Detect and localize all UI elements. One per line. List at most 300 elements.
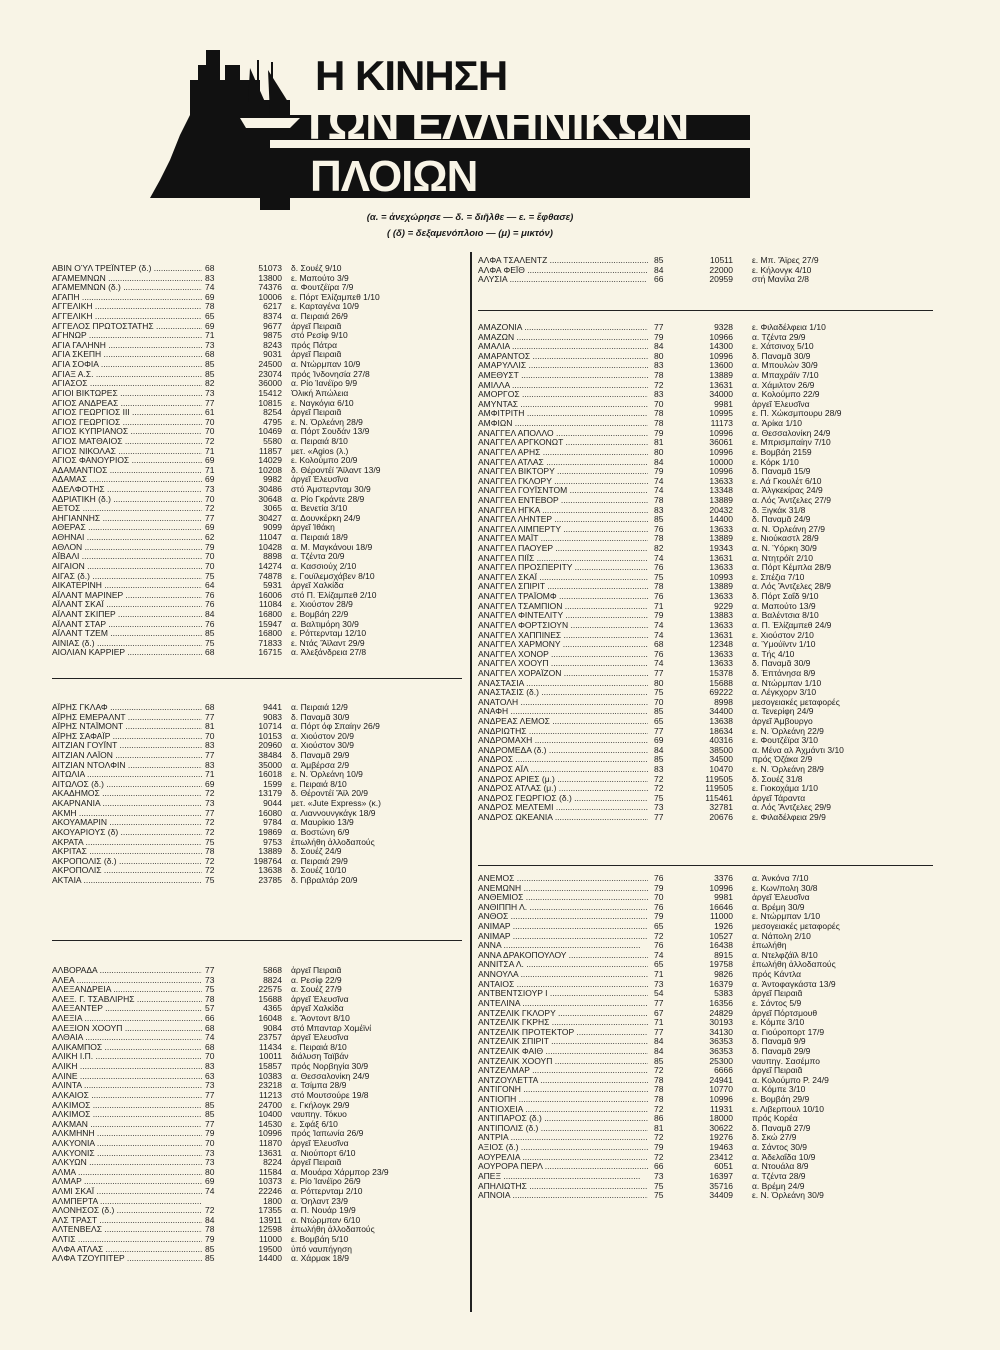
- ship-name: ΑΛΘΑΙΑ .....: [52, 1033, 202, 1043]
- movement-note: διάλυση Ταϊβάν: [291, 1052, 349, 1062]
- ship-name: ΑΝΔΡΕΑΣ ΛΕΜΟΣ .....: [478, 717, 648, 727]
- section-divider: [478, 310, 933, 311]
- ship-name: ΑΜΑΖΩΝ .....: [478, 333, 648, 343]
- tonnage: 9031: [263, 349, 282, 360]
- movement-note: στό Ρεσίφ 9/10: [291, 331, 348, 341]
- ship-name: ΑΓΙΟΣ ΝΙΚΟΛΑΣ .....: [52, 447, 202, 457]
- movement-note: α. Πειραιά 26/9: [291, 312, 348, 322]
- build-year: 77: [654, 1026, 664, 1037]
- tonnage: 10000: [709, 456, 733, 467]
- movement-note: ἀργεῖ Χαλκίδα: [291, 1004, 344, 1014]
- movement-note: ε. Γιοκοχάμα 1/10: [752, 784, 818, 794]
- ship-name: ΑΛΕΑ .....: [52, 976, 202, 986]
- ship-name: ΑΙΝΙΑΣ (δ.) .....: [52, 639, 202, 649]
- movement-note: πρός Νορβηγία 30/9: [291, 1062, 369, 1072]
- ship-name: ΑΛΦΑ ΤΣΑΛΕΝΤΖ .....: [478, 256, 648, 266]
- ship-name: ΑΝΔΡΟΣ ΑΡΙΕΣ (μ.) .....: [478, 775, 648, 785]
- tonnage: 8374: [263, 311, 282, 322]
- build-year: 75: [654, 687, 664, 698]
- movement-note: ε. Κόμπε 3/10: [752, 1018, 805, 1028]
- tonnage: 13600: [709, 360, 733, 371]
- build-year: 84: [654, 1045, 664, 1056]
- movement-note: δ. Θέροντέϊ Ἄϊλαντ 13/9: [291, 465, 381, 475]
- movement-note: ε. Φουτζέϊρα 3/10: [752, 736, 818, 746]
- tonnage: 11213: [258, 1089, 282, 1100]
- tonnage: 36353: [709, 1036, 733, 1047]
- build-year: 79: [654, 331, 664, 342]
- movement-note: ὑπό ναυπήγηση: [291, 1244, 352, 1254]
- ship-name: ΑΛΕΞΙΟΝ ΧΟΟΥΠ .....: [52, 1024, 202, 1034]
- ship-name: ΑΛΕΞΑΝΤΕΡ .....: [52, 1004, 202, 1014]
- ship-name: ΑΪΒΑΛΙ .....: [52, 552, 202, 562]
- legend-line-1: (α. = ἀνεχώρησε — δ. = διῆλθε — ε. = ἔφθασε): [366, 212, 574, 223]
- build-year: 72: [654, 1103, 664, 1114]
- ship-name: ΑΠΗΛΙΩΤΗΣ .....: [478, 1182, 648, 1192]
- ship-name: ΑΝΑΓΓΕΛ ΧΑΠΠΙΝΕΣ .....: [478, 631, 648, 641]
- ship-name: ΑΛΚΥΟΝΙΣ .....: [52, 1149, 202, 1159]
- movement-note: μεσογειακές μεταφορές: [752, 697, 840, 707]
- title-line-1: Η ΚΙΝΗΣΗ: [315, 52, 508, 99]
- tonnage: 16048: [258, 1013, 282, 1024]
- ship-name: ΑΚΑΔΗΜΟΣ .....: [52, 789, 202, 799]
- ship-list-left-1: [52, 264, 496, 658]
- ship-name: ΑΓΙΟΣ ΦΑΝΟΥΡΙΟΣ .....: [52, 456, 202, 466]
- ship-name: ΑΪΡΗΣ ΓΚΛΑΦ .....: [52, 703, 202, 713]
- tonnage: 13633: [709, 648, 733, 659]
- tonnage: 13889: [258, 846, 282, 857]
- movement-note: α. Ντητρόϊτ 2/10: [752, 553, 813, 563]
- ship-name: ΑΝΘΟΣ .....: [478, 912, 648, 922]
- movement-note: ε. Ντάς Ἄϊλαντ 29/9: [291, 638, 365, 648]
- tonnage: 11084: [258, 599, 282, 610]
- tonnage: 16397: [709, 1170, 733, 1181]
- build-year: 75: [654, 571, 664, 582]
- build-year: 73: [654, 802, 664, 813]
- ship-name: ΑΝΤΖΕΛΙΚ ΣΠΙΡΙΤ .....: [478, 1037, 648, 1047]
- tonnage: 23074: [258, 368, 282, 379]
- tonnage: 18634: [709, 725, 733, 736]
- tonnage: 15857: [258, 1061, 282, 1072]
- tonnage: 22000: [709, 264, 733, 275]
- ship-name: ΑΝΑΓΓΕΛ ΧΟΡΑΪΖΟΝ .....: [478, 669, 648, 679]
- tonnage: 74878: [258, 570, 282, 581]
- tonnage: 13633: [709, 523, 733, 534]
- movement-note: δ. Πόρτ Σαΐδ 9/10: [752, 592, 819, 602]
- tonnage: 6666: [714, 1065, 733, 1076]
- build-year: 76: [654, 562, 664, 573]
- movement-note: ε. Λά Γκουλέτ 6/10: [752, 476, 822, 486]
- tonnage: 13889: [709, 533, 733, 544]
- build-year: 61: [205, 407, 215, 418]
- ship-name: ΑΝΝΑ ΔΡΑΚΟΠΟΥΛΟΥ .....: [478, 951, 648, 961]
- tonnage: 10400: [258, 1109, 282, 1120]
- movement-note: ἐπωλήθη ἀλλοδαπούς: [291, 1225, 375, 1235]
- build-year: 72: [205, 826, 215, 837]
- ship-name: ΑΝΑΦΗ .....: [478, 707, 648, 717]
- movement-note: ναυπηγ. Τόκυο: [291, 1110, 347, 1120]
- tonnage: 10714: [258, 721, 282, 732]
- ship-name: ΑΝΤΙΟΠΗ .....: [478, 1095, 648, 1105]
- tonnage: 15378: [709, 667, 733, 678]
- movement-note: α. Βαλέντσια 8/10: [752, 611, 819, 621]
- build-year: 67: [654, 1007, 664, 1018]
- build-year: 85: [654, 514, 664, 525]
- movement-note: ε. Ρίο Ἰανέϊρο 26/9: [291, 1177, 361, 1187]
- build-year: 72: [654, 379, 664, 390]
- tonnage: 15947: [258, 618, 282, 629]
- movement-note: α. Τσίμπα 28/9: [291, 1081, 347, 1091]
- ship-name: ΑΪΛΑΝΤ ΣΚΑΪ .....: [52, 600, 202, 610]
- tonnage: 4795: [263, 416, 282, 427]
- build-year: 78: [654, 494, 664, 505]
- tonnage: 19343: [709, 543, 733, 554]
- tonnage: 16356: [709, 997, 733, 1008]
- movement-note: δ. Παναμᾶ 30/9: [752, 659, 811, 669]
- ship-name: ΑΙΤΖΙΑΝ ΓΟΥΪΝΤ .....: [52, 741, 202, 751]
- movement-note: ε. Π. Χώκσμπουρυ 28/9: [752, 409, 842, 419]
- tonnage: 119505: [705, 773, 733, 784]
- movement-note: α. Χιούστον 20/9: [291, 731, 354, 741]
- tonnage: 13348: [709, 485, 733, 496]
- tonnage: 8915: [714, 949, 733, 960]
- tonnage: 10006: [258, 291, 282, 302]
- build-year: 71: [654, 1017, 664, 1028]
- ship-name: ΑΝΝΟΥΛΑ .....: [478, 970, 648, 980]
- movement-note: ε. Χιούστον 28/9: [291, 600, 353, 610]
- ship-name: ΑΓΙΑΞ Α.Σ. .....: [52, 370, 202, 380]
- ship-name: ΑΙΤΖΙΑΝ ΝΤΟΛΦΙΝ .....: [52, 761, 202, 771]
- build-year: 77: [654, 997, 664, 1008]
- movement-note: ἀργεῖ Ἐλευσῖνα: [752, 893, 810, 903]
- ship-name: ΑΝΑΓΓΕΛ ΛΗΝΤΕΡ .....: [478, 515, 648, 525]
- build-year: 70: [205, 493, 215, 504]
- tonnage: 14274: [258, 560, 282, 571]
- movement-note: ε. Βομβάη 29/9: [752, 1095, 810, 1105]
- ship-name: ΑΓΙΑ ΣΚΕΠΗ .....: [52, 350, 202, 360]
- ship-name: ΑΛΥΣΙΑ .....: [478, 275, 648, 285]
- tonnage: 13631: [709, 552, 733, 563]
- ship-name: ΑΔΡΙΑΤΙΚΗ (δ.) .....: [52, 495, 202, 505]
- movement-note: πρός Πάτρα: [291, 340, 338, 350]
- ship-name: ΑΛΜΑΡ .....: [52, 1177, 202, 1187]
- build-year: 78: [654, 533, 664, 544]
- build-year: 74: [654, 658, 664, 669]
- ship-list-left-2: [52, 703, 496, 886]
- ship-name: ΑΝΑΓΓΕΛ ΑΡΗΣ .....: [478, 448, 648, 458]
- tonnage: 5868: [263, 965, 282, 975]
- build-year: 72: [654, 773, 664, 784]
- ship-list-right-3: [478, 874, 977, 1201]
- movement-note: πρός Κορέα: [752, 1114, 798, 1124]
- build-year: 65: [205, 311, 215, 322]
- build-year: 73: [654, 1170, 664, 1181]
- movement-note: ε. Ν. Ὀρλεάνη 10/9: [291, 770, 363, 780]
- ship-name: ΑΒΙΝ ΟΎΛ ΤΡΕΪΝΤΕΡ (δ.) .....: [52, 264, 202, 274]
- build-year: 63: [205, 1070, 215, 1081]
- section-divider: [52, 678, 462, 679]
- ship-name: ΑΝΑΣΤΑΣΙΣ (δ.) .....: [478, 688, 648, 698]
- build-year: 72: [205, 788, 215, 799]
- tonnage: 16006: [258, 589, 282, 600]
- build-year: 78: [654, 370, 664, 381]
- tonnage: 13631: [258, 1147, 282, 1158]
- tonnage: 10995: [709, 408, 733, 419]
- build-year: 71: [205, 769, 215, 780]
- tonnage: 22575: [258, 984, 282, 995]
- movement-note: ε. Σπέζια 7/10: [752, 572, 805, 582]
- build-year: 54: [654, 988, 664, 999]
- movement-note: ναυπηγ. Σασέμπο: [752, 1056, 820, 1066]
- build-year: 75: [205, 874, 215, 885]
- ship-name: ΑΙΓΑΙΟΝ .....: [52, 562, 202, 572]
- ship-name: ΑΝΑΓΓΕΛ ΧΑΡΜΟΝΥ .....: [478, 640, 648, 650]
- build-year: 83: [654, 360, 664, 371]
- tonnage: 8224: [263, 1157, 282, 1168]
- build-year: 70: [654, 398, 664, 409]
- tonnage: 17355: [258, 1205, 282, 1216]
- build-year: 70: [654, 696, 664, 707]
- tonnage: 14029: [258, 455, 282, 466]
- build-year: 79: [205, 1128, 215, 1139]
- movement-note: δ. Σουέζ 10/10: [291, 866, 347, 876]
- movement-note: α. Θεσσαλονίκη 24/9: [291, 1071, 370, 1081]
- tonnage: 16646: [709, 901, 733, 912]
- tonnage: 23412: [709, 1151, 733, 1162]
- build-year: 57: [205, 1003, 215, 1014]
- ship-name: ΑΜΑΡΥΛΛΙΣ .....: [478, 361, 648, 371]
- tonnage: 14400: [709, 514, 733, 525]
- tonnage: 15412: [258, 387, 282, 398]
- ship-name: ΑΜΥΝΤΑΣ .....: [478, 400, 648, 410]
- build-year: 77: [205, 711, 215, 722]
- tonnage: 16018: [258, 769, 282, 780]
- tonnage: 11931: [709, 1103, 733, 1114]
- build-year: 78: [205, 846, 215, 857]
- tonnage: 9328: [714, 322, 733, 332]
- build-year: 77: [205, 512, 215, 523]
- build-year: 76: [205, 589, 215, 600]
- movement-note: ἀργεῖ Πειραιᾶ: [291, 321, 342, 331]
- ship-name: ΑΛΜΠΕΡΤΑ .....: [52, 1197, 202, 1207]
- movement-note: α. Κολούμπο Ρ. 24/9: [752, 1075, 829, 1085]
- ship-name: ΑΛΕΞΙΑ .....: [52, 1014, 202, 1024]
- tonnage: 30622: [709, 1122, 733, 1133]
- build-year: 77: [654, 322, 664, 332]
- build-year: 72: [205, 435, 215, 446]
- movement-note: α. Ντώρμπαν 6/10: [291, 1215, 361, 1225]
- ship-name: ΑΓΙΟΙ ΒΙΚΤΩΡΕΣ .....: [52, 389, 202, 399]
- tonnage: 24700: [258, 1099, 282, 1110]
- build-year: 76: [654, 873, 664, 883]
- movement-note: α. Πόρτ Σουδάν 13/9: [291, 427, 370, 437]
- build-year: 79: [654, 1142, 664, 1153]
- ship-name: ΑΝΑΓΓΕΛ ΕΝΤΕΒΟΡ .....: [478, 496, 648, 506]
- tonnage: 9083: [263, 711, 282, 722]
- ship-name: ΑΝΤΙΓΟΝΗ .....: [478, 1085, 648, 1095]
- tonnage: 10527: [709, 930, 733, 941]
- ship-name: ΑΓΙΟΣ ΚΥΠΡΙΑΝΟΣ .....: [52, 427, 202, 437]
- ship-name: ΑΝΤΕΛΙΝΑ .....: [478, 999, 648, 1009]
- build-year: 85: [205, 628, 215, 639]
- build-year: 78: [205, 1224, 215, 1235]
- tonnage: 36061: [709, 437, 733, 448]
- build-year: 76: [654, 591, 664, 602]
- tonnage: 35716: [709, 1180, 733, 1191]
- build-year: 72: [654, 783, 664, 794]
- build-year: 78: [205, 301, 215, 312]
- ship-name: ΑΛΤΙΣ .....: [52, 1235, 202, 1245]
- movement-note: δ. Ἐπτάνησα 8/9: [752, 668, 816, 678]
- tonnage: 13633: [709, 619, 733, 630]
- movement-note: α. Ντώρμπαν 10/9: [291, 360, 361, 370]
- build-year: 83: [654, 764, 664, 775]
- ship-name: ΑΙΤΩΛΟΣ (δ.) .....: [52, 780, 202, 790]
- tonnage: 16800: [258, 628, 282, 639]
- tonnage: 13633: [709, 562, 733, 573]
- movement-note: δ. Παναμᾶ 15/9: [752, 467, 811, 477]
- ship-row: [478, 1191, 977, 1201]
- tonnage: 10511: [709, 255, 733, 265]
- movement-note: α. Βρέμη 30/9: [752, 902, 805, 912]
- movement-note: α. Λός Ἄντζελες 29/9: [752, 803, 832, 813]
- ship-name: ΑΙΚΑΤΕΡΙΝΗ .....: [52, 581, 202, 591]
- movement-note: α. Χάρμακ 18/9: [291, 1254, 350, 1264]
- movement-note: στό Π. Ἐλίζαμπεθ 2/10: [291, 590, 377, 600]
- tonnage: 10815: [258, 397, 282, 408]
- build-year: 66: [654, 274, 664, 285]
- build-year: 79: [654, 911, 664, 922]
- ship-name: ΑΙΓΑΣ (δ.) .....: [52, 572, 202, 582]
- build-year: 68: [205, 647, 215, 658]
- build-year: 84: [654, 1036, 664, 1047]
- build-year: 83: [654, 389, 664, 400]
- ship-name: ΑΝΑΓΓΕΛ ΛΙΜΠΕΡΤΥ .....: [478, 525, 648, 535]
- movement-note: δ. Παναμᾶ 30/9: [752, 351, 811, 361]
- ship-name: ΑΛΦΑ ΦΕΪΘ .....: [478, 266, 648, 276]
- tonnage: 36353: [709, 1045, 733, 1056]
- build-year: 85: [205, 1109, 215, 1120]
- build-year: 70: [205, 1137, 215, 1148]
- tonnage: 16438: [709, 940, 733, 951]
- tonnage: 11000: [258, 1234, 282, 1245]
- ship-name: ΑΝΝΙΤΣΑ Λ. .....: [478, 960, 648, 970]
- build-year: 74: [205, 282, 215, 293]
- ship-name: ΑΚΟΥΑΡΙΟΥΣ (δ) .....: [52, 828, 202, 838]
- ship-name: ΑΔΑΜΑΣ .....: [52, 475, 202, 485]
- tonnage: 9229: [714, 600, 733, 611]
- ship-name: ΑΚΡΙΤΑΣ .....: [52, 847, 202, 857]
- abbreviation-legend: [300, 210, 640, 242]
- tonnage: 8898: [263, 551, 282, 562]
- movement-note: α. Δουνκέρκη 24/9: [291, 513, 361, 523]
- tonnage: 10469: [258, 426, 282, 437]
- movement-note: ε. Κήλονγκ 4/10: [752, 265, 812, 275]
- ship-name: ΑΝΑΓΓΕΛ ΧΟΟΥΠ .....: [478, 659, 648, 669]
- movement-note: α. Πειραιά 18/9: [291, 533, 348, 543]
- tonnage: 74376: [258, 282, 282, 293]
- tonnage: 11870: [258, 1137, 282, 1148]
- ship-name: ΑΓΙΑΣΟΣ .....: [52, 379, 202, 389]
- tonnage: 13638: [709, 715, 733, 726]
- movement-note: α. Ἀλγκεκίρας 24/9: [752, 486, 823, 496]
- ship-name: ΑΝΤΖΕΛΙΚ ΧΟΟΥΠ .....: [478, 1057, 648, 1067]
- tonnage: 10470: [709, 764, 733, 775]
- tonnage: 8243: [263, 339, 282, 350]
- ship-name: ΑΔΕΛΦΟΤΗΣ .....: [52, 485, 202, 495]
- movement-note: α. Βενετία 3/10: [291, 504, 348, 514]
- tonnage: 9441: [263, 702, 282, 712]
- title-line-3: ΠΛΟΙΩΝ: [310, 152, 478, 201]
- build-year: 79: [205, 1234, 215, 1245]
- movement-note: α. Τής 4/10: [752, 649, 795, 659]
- tonnage: 9982: [263, 474, 282, 485]
- ship-name: ΑΪΛΑΝΤ ΤΖΕΜ .....: [52, 629, 202, 639]
- movement-note: α. Ντώρμπαν 1/10: [752, 678, 822, 688]
- ship-name: ΑΝΤΖΕΛΙΚ ΦΑΙΘ .....: [478, 1047, 648, 1057]
- ship-name: ΑΜΙΛΛΑ .....: [478, 381, 648, 391]
- tonnage: 13800: [258, 272, 282, 283]
- tonnage: 10996: [709, 466, 733, 477]
- movement-note: ἀργεῖ Πειραιᾶ: [291, 350, 342, 360]
- tonnage: 9084: [263, 1022, 282, 1033]
- movement-note: πρός Ὀζάκα 2/9: [752, 755, 813, 765]
- movement-note: α. Μένα αλ Ἀχμάντι 3/10: [752, 745, 844, 755]
- legend-line-2: ( (δ) = δεξαμενόπλοιο — (μ) = μικτόν): [387, 228, 553, 239]
- movement-note: ε. Ν. Ὀρλεάνη 28/9: [291, 417, 363, 427]
- build-year: 75: [205, 836, 215, 847]
- build-year: 77: [205, 1089, 215, 1100]
- build-year: 85: [205, 1243, 215, 1254]
- build-year: 84: [205, 1214, 215, 1225]
- tonnage: 10383: [258, 1070, 282, 1081]
- ship-name: ΑΘΕΡΑΣ .....: [52, 523, 202, 533]
- movement-note: α. Ἀνκόνα 7/10: [752, 874, 809, 883]
- tonnage: 19276: [709, 1132, 733, 1143]
- build-year: 68: [205, 263, 215, 273]
- movement-note: πρός Ἰνδονησία 27/8: [291, 369, 370, 379]
- tonnage: 10996: [709, 427, 733, 438]
- movement-note: ε. Μαπούτο 3/9: [291, 273, 349, 283]
- build-year: 73: [654, 978, 664, 989]
- build-year: 78: [654, 1094, 664, 1105]
- ship-name: ΑΛΙΝΕ .....: [52, 1072, 202, 1082]
- tonnage: 9981: [714, 892, 733, 903]
- ship-name: ΑΓΗΝΩΡ .....: [52, 331, 202, 341]
- build-year: 72: [205, 503, 215, 514]
- build-year: 82: [654, 543, 664, 554]
- movement-note: ε. Ντώρμπαν 1/10: [752, 912, 821, 922]
- tonnage: 36000: [258, 378, 282, 389]
- tonnage: 9875: [263, 330, 282, 341]
- ship-name: ΑΓΓΕΛΙΚΗ .....: [52, 312, 202, 322]
- build-year: 66: [654, 1161, 664, 1172]
- movement-note: δ. Σουέζ 9/10: [291, 264, 342, 273]
- ship-name: ΑΝΔΡΟΣ ΑΪΛ .....: [478, 765, 648, 775]
- build-year: 72: [654, 1151, 664, 1162]
- movement-note: α. Πειραιά 12/9: [291, 703, 348, 712]
- build-year: 81: [654, 1122, 664, 1133]
- movement-note: α. Γιούροπορτ 17/9: [752, 1027, 825, 1037]
- build-year: 80: [654, 350, 664, 361]
- build-year: 77: [654, 812, 664, 823]
- ship-name: ΑΟΥΡΕΛΙΑ .....: [478, 1153, 648, 1163]
- build-year: 75: [654, 1190, 664, 1201]
- ship-name: ΑΝΑΓΓΕΛ ΠΙΪΣ .....: [478, 554, 648, 564]
- movement-note: α. Τζέντα 29/9: [752, 332, 806, 342]
- ship-row: [478, 813, 977, 823]
- movement-note: ε. Σάντος 5/9: [752, 998, 802, 1008]
- tonnage: 14400: [258, 1253, 282, 1264]
